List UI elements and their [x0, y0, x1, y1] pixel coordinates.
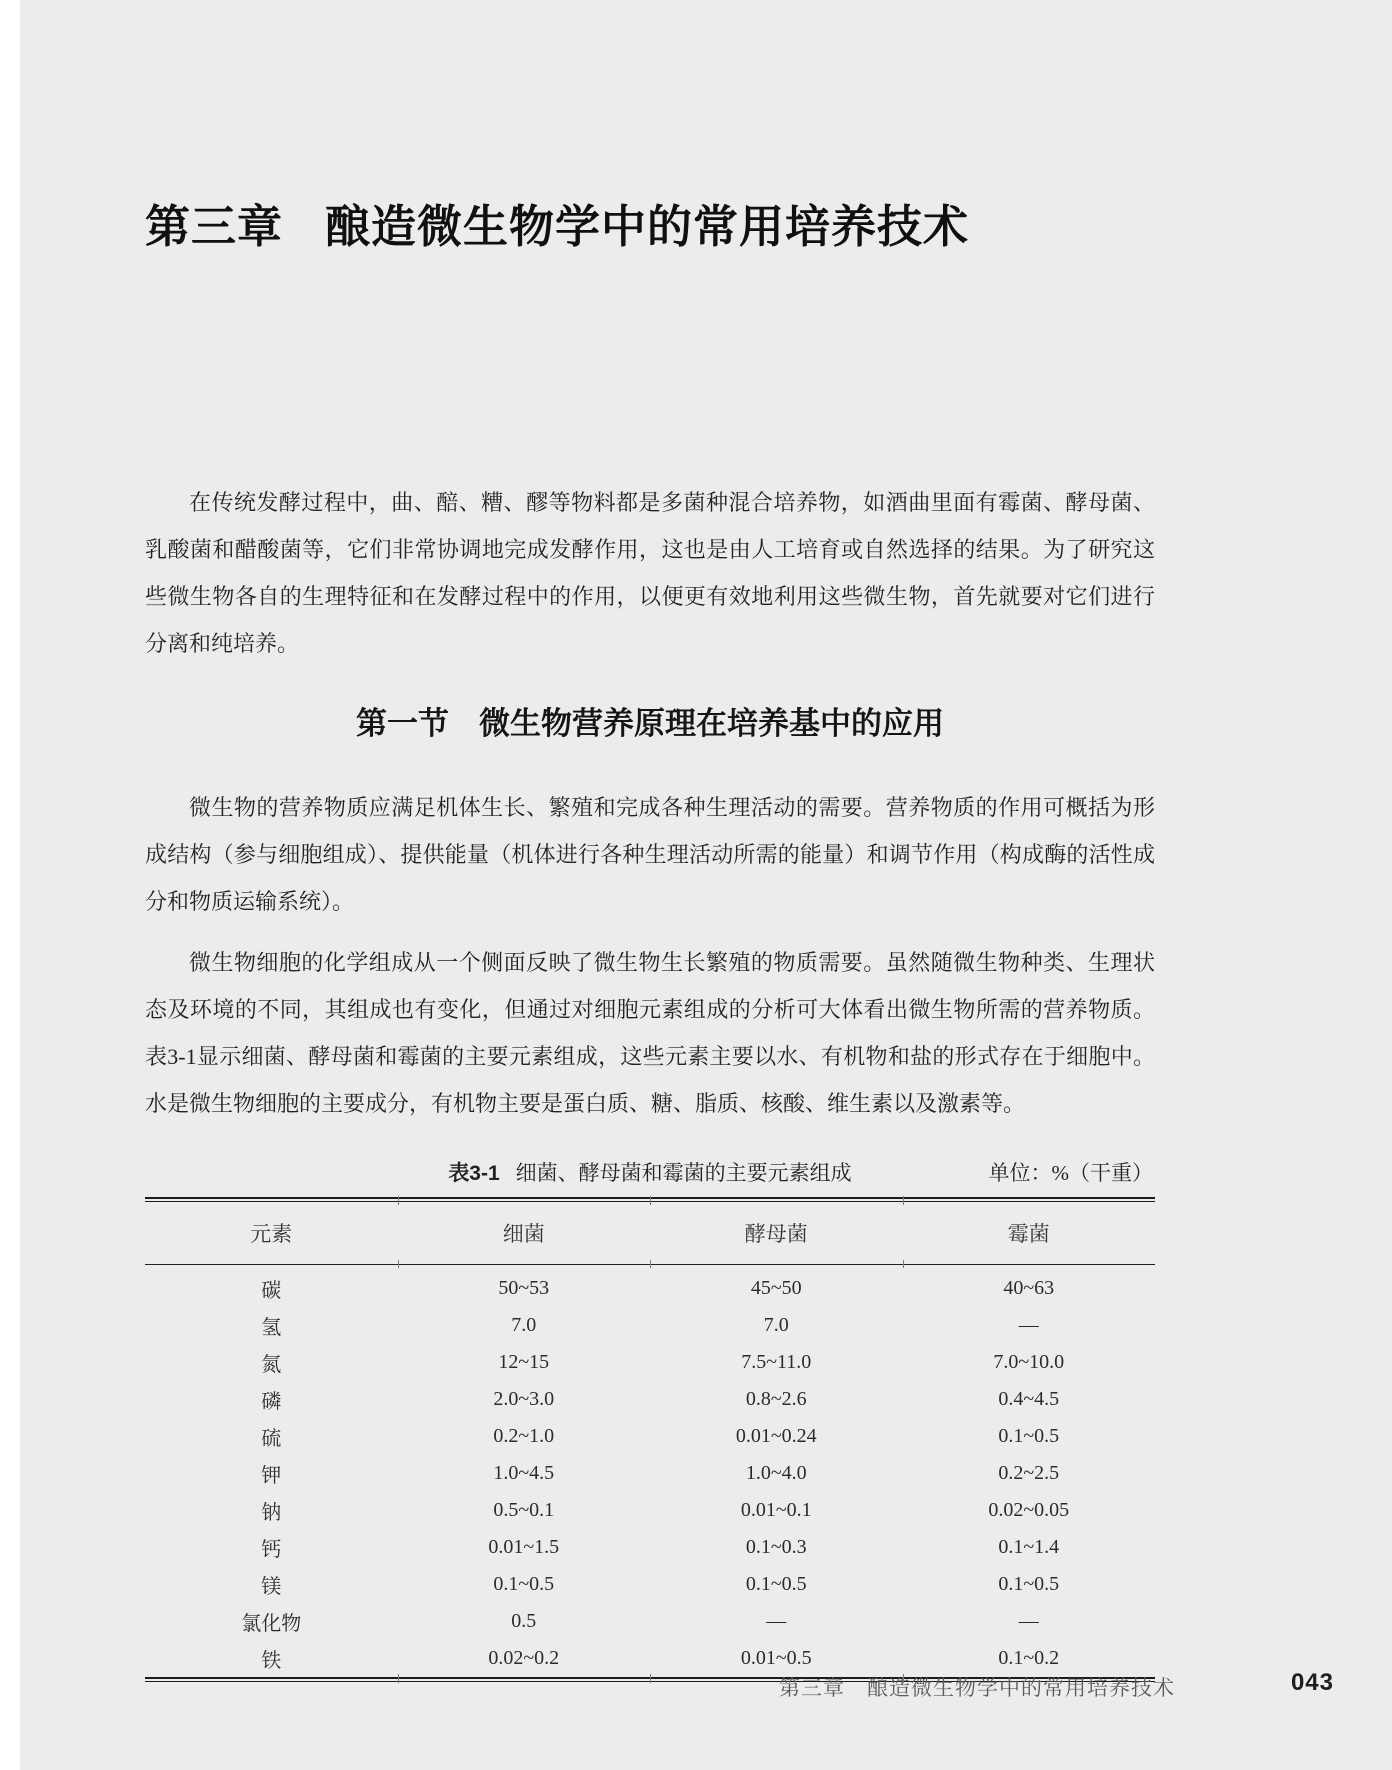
column-header-yeast: 酵母菌: [650, 1202, 903, 1265]
cell-value: 0.4~4.5: [998, 1388, 1060, 1410]
cell-value: 12~15: [498, 1351, 550, 1373]
cell-value: 7.0~10.0: [993, 1351, 1065, 1373]
intro-paragraph: 在传统发酵过程中，曲、醅、糟、醪等物料都是多菌种混合培养物，如酒曲里面有霉菌、酵母菌、乳酸菌和醋酸菌等，它们非常协调地完成发酵作用，这也是由人工培育或自然选择的结果。为了研究这些微生物各自的生理特征和在发酵过程中的作用，以便更有效地利用这些微生物，首先就要对它们进行分离和纯培养。: [145, 490, 1155, 656]
chapter-number: 第三章: [145, 201, 284, 252]
cell-value: 40~63: [1003, 1277, 1055, 1299]
cell-value: 7.5~11.0: [741, 1351, 812, 1373]
cell-value: 0.1~0.2: [998, 1647, 1060, 1669]
element-name: 铁: [261, 1650, 282, 1672]
table-row: [145, 1455, 1155, 1492]
cell-value: 0.1~0.3: [745, 1536, 807, 1558]
cell-value: 7.0: [511, 1314, 537, 1336]
element-name: 钾: [261, 1465, 282, 1487]
cell-value: 0.1~0.5: [998, 1573, 1060, 1595]
cell-value: —: [766, 1610, 787, 1632]
column-tick: [650, 1196, 651, 1205]
cell-value: 45~50: [750, 1277, 802, 1299]
chapter-name: 酿造微生物学中的常用培养技术: [325, 201, 970, 252]
cell-value: 1.0~4.0: [745, 1462, 807, 1484]
table-caption-text: 细菌、酵母菌和霉菌的主要元素组成: [515, 1161, 852, 1185]
column-tick: [650, 1260, 651, 1268]
table-caption-label: 表3-1: [448, 1162, 500, 1185]
table-caption: [145, 1157, 1155, 1189]
cell-value: 0.02~0.2: [488, 1647, 560, 1669]
table-row: [145, 1418, 1155, 1455]
table-row: [145, 1381, 1155, 1418]
table-row: [145, 1566, 1155, 1603]
element-name: 钙: [261, 1539, 282, 1561]
column-tick: [903, 1196, 904, 1205]
cell-value: 0.01~0.1: [740, 1499, 812, 1521]
element-name: 镁: [261, 1576, 282, 1598]
element-name: 碳: [261, 1280, 282, 1302]
element-name: 磷: [261, 1391, 282, 1413]
cell-value: —: [1018, 1610, 1039, 1632]
cell-value: 0.2~2.5: [998, 1462, 1060, 1484]
table-unit-note: 单位：%（干重）: [988, 1161, 1153, 1185]
section-number: 第一节: [356, 706, 449, 741]
paragraph-nutrition: 微生物的营养物质应满足机体生长、繁殖和完成各种生理活动的需要。营养物质的作用可概括为形成结构（参与细胞组成）、提供能量（机体进行各种生理活动所需的能量）和调节作用（构成酶的活性成分和物质运输系统）。: [145, 795, 1155, 914]
column-tick: [903, 1260, 904, 1268]
section-title: [145, 705, 1155, 743]
elements-table-wrap: [145, 1197, 1155, 1682]
column-tick: [398, 1196, 399, 1205]
cell-value: 0.1~0.5: [745, 1573, 807, 1595]
column-header-element: 元素: [145, 1202, 398, 1265]
element-name: 氮: [261, 1354, 282, 1376]
book-page: [20, 0, 1392, 1770]
paragraph-cell-composition: 微生物细胞的化学组成从一个侧面反映了微生物生长繁殖的物质需要。虽然随微生物种类、生理状态及环境的不同，其组成也有变化，但通过对细胞元素组成的分析可大体看出微生物所需的营养物质。表3-1显示细菌、酵母菌和霉菌的主要元素组成，这些元素主要以水、有机物和盐的形式存在于细胞中。水是微生物细胞的主要成分，有机物主要是蛋白质、糖、脂质、核酸、维生素以及激素等。: [145, 950, 1155, 1116]
section-name: 微生物营养原理在培养基中的应用: [479, 706, 944, 741]
element-name: 氢: [261, 1317, 282, 1339]
element-name: 氯化物: [241, 1613, 302, 1635]
table-row: [145, 1344, 1155, 1381]
table-row: [145, 1492, 1155, 1529]
cell-value: 0.1~0.5: [493, 1573, 555, 1595]
page-content: [145, 0, 1155, 1682]
cell-value: 7.0: [763, 1314, 789, 1336]
cell-value: 0.01~1.5: [488, 1536, 560, 1558]
column-header-mold: 霉菌: [903, 1202, 1156, 1265]
cell-value: 0.1~0.5: [998, 1425, 1060, 1447]
element-name: 钠: [261, 1502, 282, 1524]
table-header-row: [145, 1202, 1155, 1265]
cell-value: 0.01~0.5: [740, 1647, 812, 1669]
column-header-bacteria: 细菌: [398, 1202, 651, 1265]
element-name: 硫: [261, 1428, 282, 1450]
cell-value: 0.1~1.4: [998, 1536, 1060, 1558]
cell-value: —: [1018, 1314, 1039, 1336]
cell-value: 0.01~0.24: [735, 1425, 817, 1447]
cell-value: 2.0~3.0: [493, 1388, 555, 1410]
cell-value: 1.0~4.5: [493, 1462, 555, 1484]
page-number: 043: [1290, 1669, 1334, 1696]
cell-value: 0.02~0.05: [988, 1499, 1070, 1521]
cell-value: 0.2~1.0: [493, 1425, 555, 1447]
table-row: [145, 1265, 1155, 1308]
cell-value: 0.5~0.1: [493, 1499, 555, 1521]
cell-value: 50~53: [498, 1277, 550, 1299]
table-row: [145, 1529, 1155, 1566]
chapter-title: [145, 200, 1155, 254]
table-row: [145, 1307, 1155, 1344]
column-tick: [398, 1260, 399, 1268]
running-footer: 第三章 酿造微生物学中的常用培养技术: [779, 1676, 1175, 1700]
cell-value: 0.8~2.6: [745, 1388, 807, 1410]
elements-table: [145, 1202, 1155, 1677]
table-row: [145, 1603, 1155, 1640]
cell-value: 0.5: [511, 1610, 537, 1632]
scan-edge-strip: [0, 0, 21, 1770]
